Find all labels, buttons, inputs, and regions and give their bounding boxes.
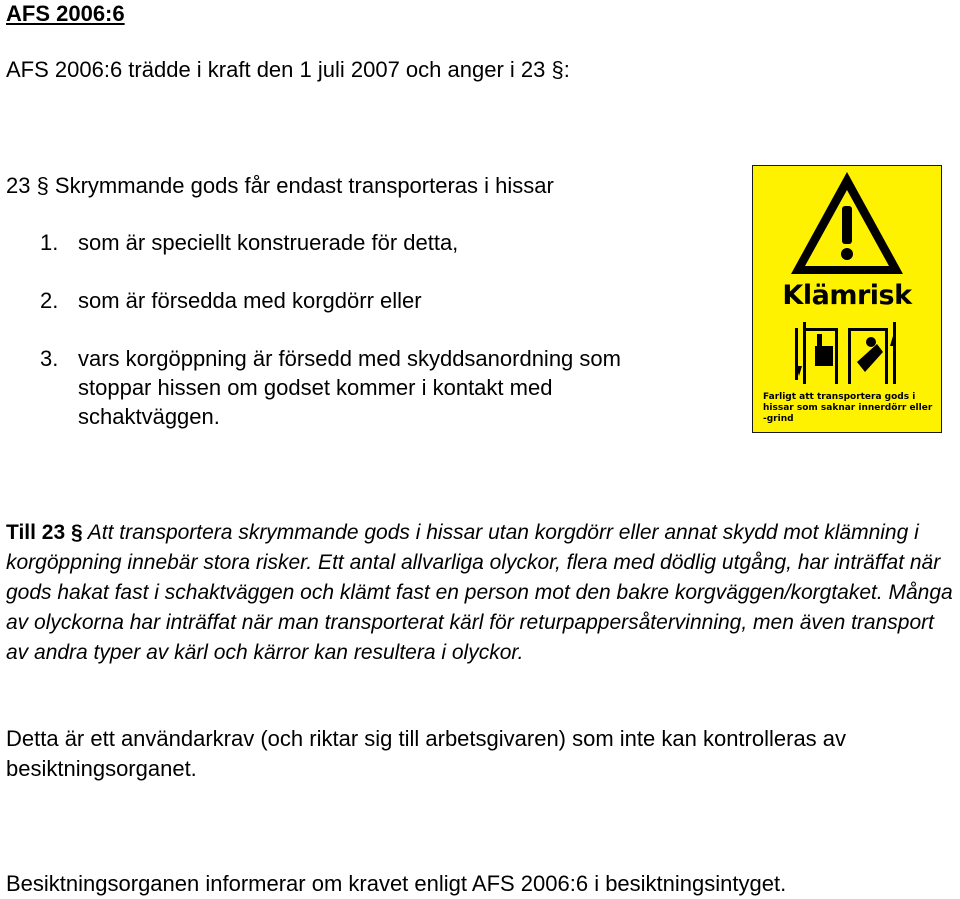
closing-statement: Besiktningsorganen informerar om kravet enligt AFS 2006:6 i besiktningsintyget.: [6, 871, 787, 896]
list-item: [40, 286, 422, 315]
list-item: [40, 344, 621, 431]
list-item-number: 3.: [40, 346, 59, 371]
commentary-text: Att transportera skrymmande gods i hissar utan korgdörr eller annat skydd mot klämning i korgöppning innebär stora risker. Ett antal allvarliga olyckor, flera med dödlig utgång, har inträffat när gods hakat fast i schaktväggen och klämt fast en person mot den bakre korgväggen/korgtaket. Många av olyckorna har inträffat när man transporterat kärl för returpappersåtervinning, men även transport av andra typer av kärl och kärror kan resultera i olyckor.: [6, 521, 953, 664]
warning-sign-caption: Farligt att transportera gods i hissar som saknar innerdörr eller -grind: [763, 392, 933, 424]
commentary-paragraph: [6, 518, 958, 668]
list-item-number: 1.: [40, 230, 59, 255]
commentary-label: Till 23: [6, 521, 66, 544]
section-symbol: §: [71, 521, 83, 544]
regulation-lead: 23 § Skrymmande gods får endast transporteras i hissar: [6, 173, 554, 198]
warning-sign-heading: Klämrisk: [782, 280, 912, 311]
list-item-text: som är försedda med korgdörr eller: [78, 288, 422, 313]
list-item-text-continued: stoppar hissen om godset kommer i kontakt med: [78, 375, 553, 400]
warning-triangle-icon: [791, 172, 903, 274]
elevator-pictogram-icon: [795, 322, 896, 384]
intro-paragraph: AFS 2006:6 trädde i kraft den 1 juli 2007 och anger i 23 §:: [6, 57, 570, 82]
warning-sign: [752, 165, 942, 433]
document-title: AFS 2006:6: [6, 1, 125, 26]
list-item-text-continued: schaktväggen.: [78, 404, 220, 429]
list-item-text: vars korgöppning är försedd med skyddsanordning som: [78, 346, 621, 371]
list-item-number: 2.: [40, 288, 59, 313]
list-item-text: som är speciellt konstruerade för detta,: [78, 230, 459, 255]
list-item: [40, 228, 458, 257]
user-requirement-note: Detta är ett användarkrav (och riktar sig till arbetsgivaren) som inte kan kontrolleras av besiktningsorganet.: [6, 726, 847, 781]
